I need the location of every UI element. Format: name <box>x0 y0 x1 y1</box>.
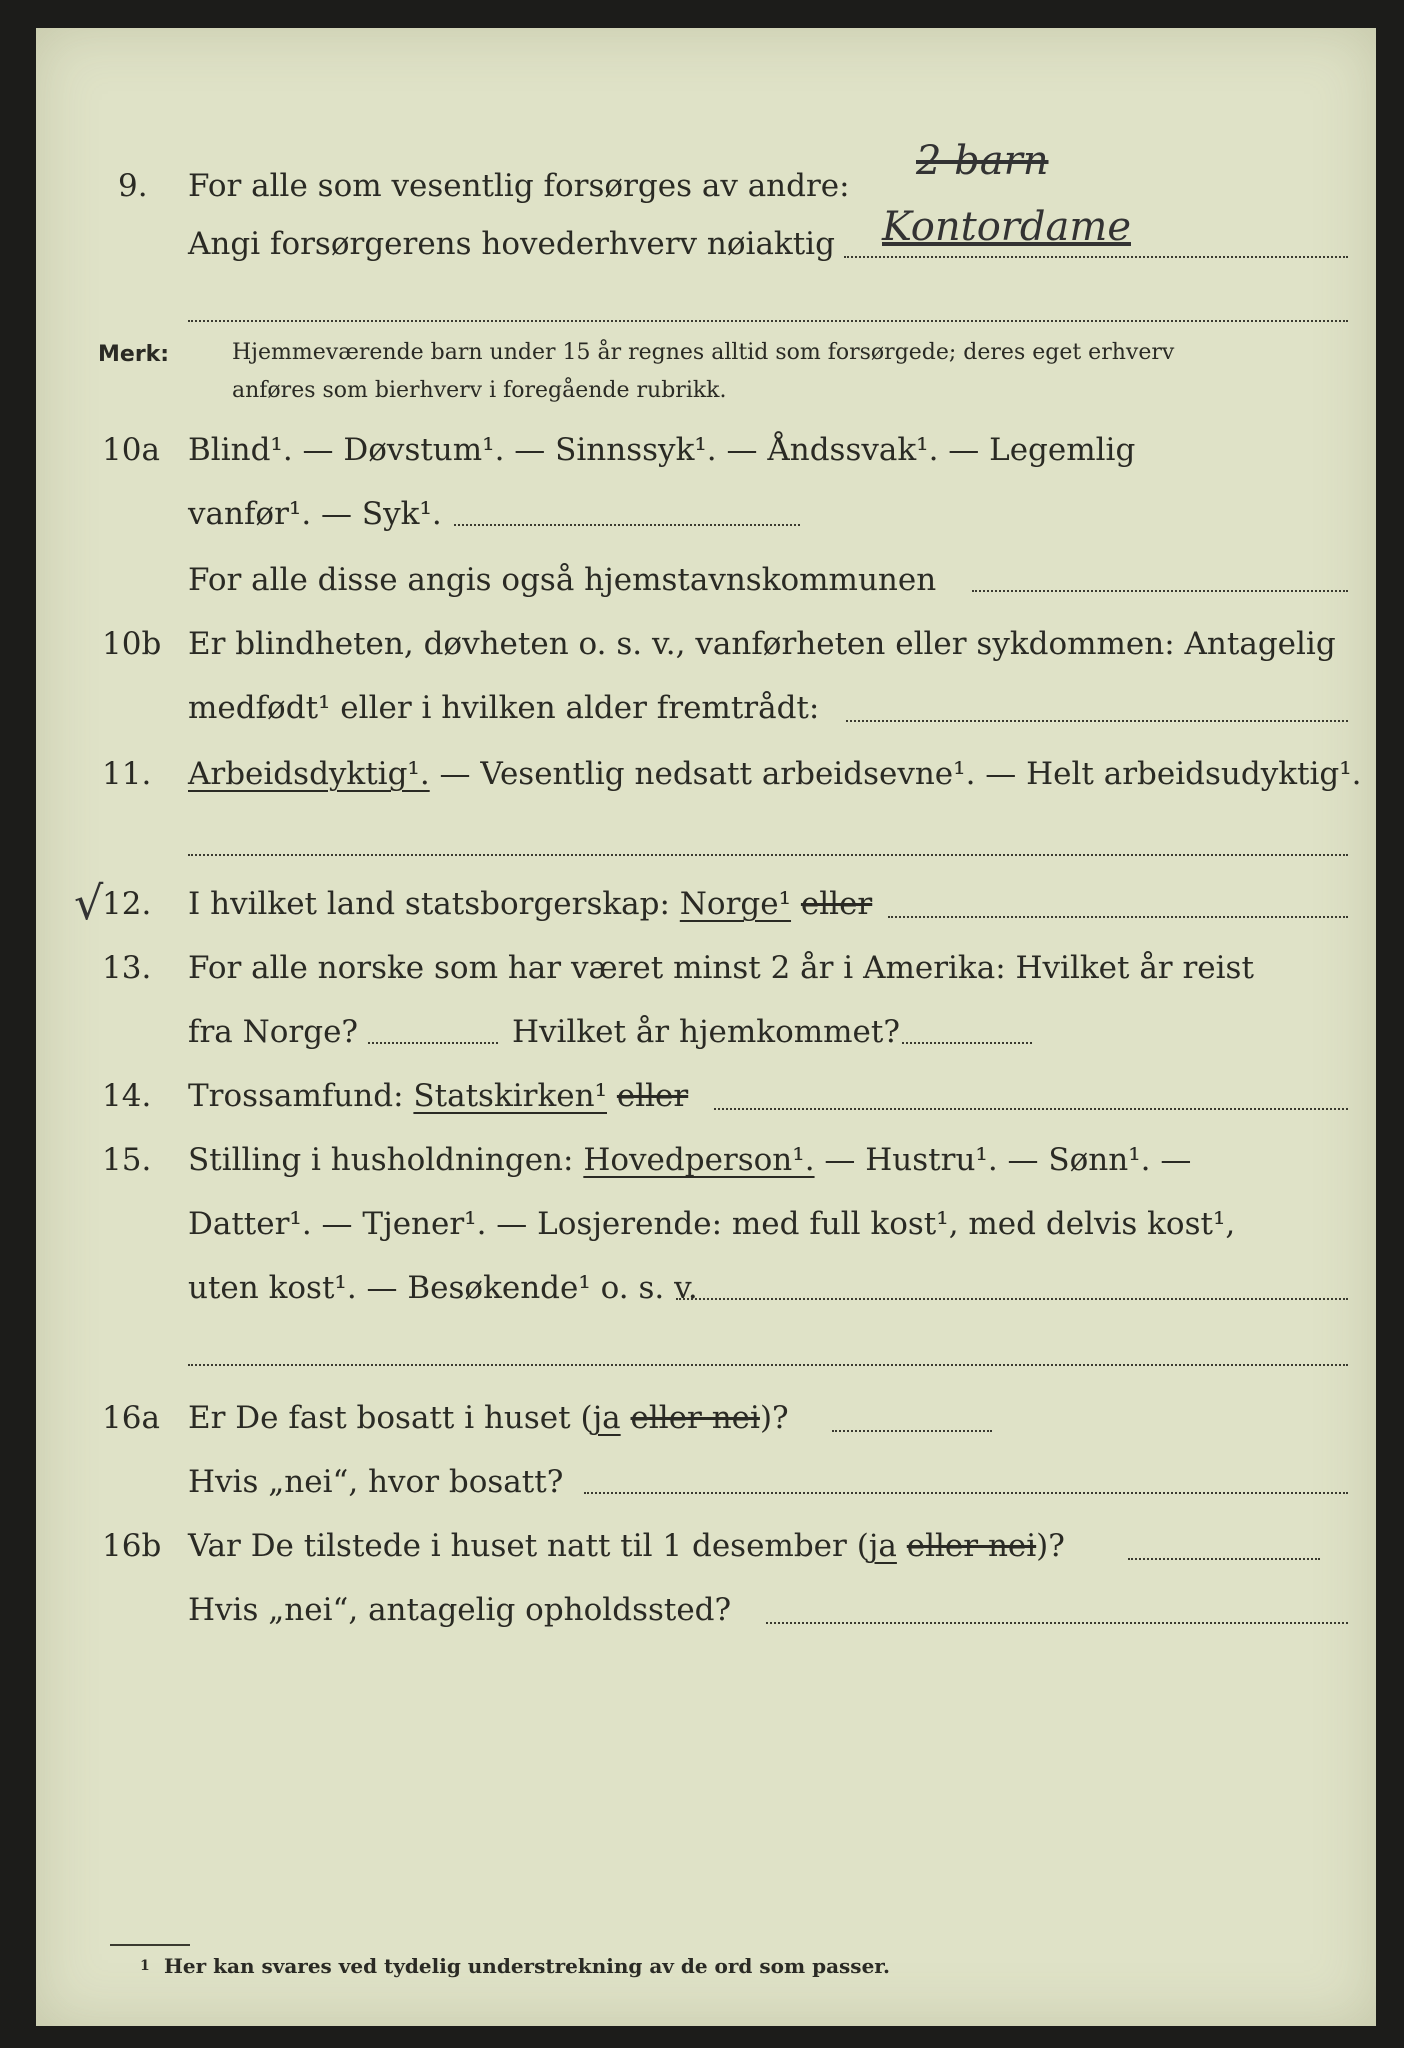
q15-line1-rest: — Hustru¹. — Sønn¹. — <box>814 1142 1192 1178</box>
q9-number: 9. <box>118 168 148 204</box>
q14-text: Trossamfund: <box>188 1078 404 1114</box>
q13-line1: For alle norske som har været minst 2 år i Amerika: Hvilket år reist <box>188 950 1254 986</box>
q14-line <box>188 1078 688 1114</box>
footnote-rule <box>110 1944 190 1946</box>
q10b-number: 10b <box>102 626 162 662</box>
q11-number: 11. <box>102 756 152 792</box>
q12-struck-eller: eller <box>800 886 873 922</box>
q13-number: 13. <box>102 950 152 986</box>
q9-answer2-line <box>844 256 1348 258</box>
q12-text: I hvilket land statsborgerskap: <box>188 886 670 922</box>
q16a-struck: eller nei <box>630 1400 760 1436</box>
merk-line2: anføres som bierhverv i foregående rubrikk. <box>232 378 727 403</box>
q11-line <box>188 756 1362 792</box>
q13-year-return-blank <box>902 1042 1032 1044</box>
q12-line <box>188 886 872 922</box>
q16b-line2-blank <box>766 1622 1348 1624</box>
q16b-blank <box>1128 1558 1320 1560</box>
q12-blank <box>888 916 1348 918</box>
footnote-text: Her kan svares ved tydelig understrekning av de ord som passer. <box>164 1954 890 1978</box>
q14-blank <box>714 1108 1348 1110</box>
q14-opt-statskirken[interactable]: Statskirken¹ <box>413 1078 607 1114</box>
q16b-line1 <box>188 1528 1065 1564</box>
q16a-text: Er De fast bosatt i huset ( <box>188 1400 593 1436</box>
q16b-text: Var De tilstede i huset natt til 1 desember ( <box>188 1528 869 1564</box>
q10b-blank <box>846 720 1348 722</box>
q16b-end: )? <box>1036 1528 1065 1564</box>
q13-line2b: Hvilket år hjemkommet? <box>512 1014 900 1050</box>
q10a-number: 10a <box>102 432 160 468</box>
census-form-page <box>36 28 1376 2026</box>
q15-line1-text: Stilling i husholdningen: <box>188 1142 574 1178</box>
q13-line2a: fra Norge? <box>188 1014 359 1050</box>
q12-opt-norge[interactable]: Norge¹ <box>679 886 792 922</box>
q10a-line3-blank <box>972 590 1348 592</box>
q14-number: 14. <box>102 1078 152 1114</box>
q15-line3: uten kost¹. — Besøkende¹ o. s. v. <box>188 1270 698 1306</box>
merk-label: Merk: <box>98 342 170 367</box>
q9-answer1[interactable]: 2 barn <box>916 138 1049 184</box>
q15-line1 <box>188 1142 1191 1178</box>
q9-line1: For alle som vesentlig forsørges av andre: <box>188 168 850 204</box>
q9-blank-line <box>188 320 1348 322</box>
merk-line1: Hjemmeværende barn under 15 år regnes alltid som forsørgede; deres eget erhverv <box>232 340 1175 365</box>
q13-year-left-blank <box>368 1042 498 1044</box>
q11-blank-line <box>188 854 1348 856</box>
q9-answer2[interactable]: Kontordame <box>882 204 1131 250</box>
q10a-line2-blank <box>454 524 800 526</box>
q12-number: 12. <box>102 886 152 922</box>
q16b-line2: Hvis „nei“, antagelig opholdssted? <box>188 1592 732 1628</box>
q10a-line1: Blind¹. — Døvstum¹. — Sinnssyk¹. — Åndssvak¹. — Legemlig <box>188 432 1136 468</box>
q11-rest: — Vesentlig nedsatt arbeidsevne¹. — Helt arbeidsudyktig¹. <box>429 756 1362 792</box>
q10a-line3: For alle disse angis også hjemstavnskommunen <box>188 562 937 598</box>
q16b-struck: eller nei <box>906 1528 1037 1564</box>
q16b-opt-ja[interactable]: ja <box>868 1528 897 1564</box>
q16a-line2: Hvis „nei“, hvor bosatt? <box>188 1464 564 1500</box>
q15-opt-hovedperson[interactable]: Hovedperson¹. <box>583 1142 815 1178</box>
q14-struck-eller: eller <box>616 1078 689 1114</box>
q10a-line2: vanfør¹. — Syk¹. <box>188 496 442 532</box>
footnote-mark: 1 <box>140 1958 150 1974</box>
q15-blank-line2 <box>188 1364 1348 1366</box>
q16a-end: )? <box>759 1400 789 1436</box>
q10b-line1: Er blindheten, døvheten o. s. v., vanførheten eller sykdommen: Antagelig <box>188 626 1336 662</box>
q16a-opt-ja[interactable]: ja <box>592 1400 621 1436</box>
q16a-number: 16a <box>102 1400 160 1436</box>
q15-number: 15. <box>102 1142 152 1178</box>
q16a-line2-blank <box>584 1492 1348 1494</box>
q11-opt-arbeidsdyktig[interactable]: Arbeidsdyktig¹. <box>188 756 430 792</box>
q12-check-mark: √ <box>74 876 104 930</box>
q15-blank <box>676 1298 1348 1300</box>
q9-line2: Angi forsørgerens hovederhverv nøiaktig <box>188 226 835 262</box>
q15-line2: Datter¹. — Tjener¹. — Losjerende: med full kost¹, med delvis kost¹, <box>188 1206 1236 1242</box>
q16a-blank <box>832 1430 992 1432</box>
q16a-line1 <box>188 1400 789 1436</box>
q16b-number: 16b <box>102 1528 162 1564</box>
q10b-line2: medfødt¹ eller i hvilken alder fremtrådt: <box>188 690 820 726</box>
